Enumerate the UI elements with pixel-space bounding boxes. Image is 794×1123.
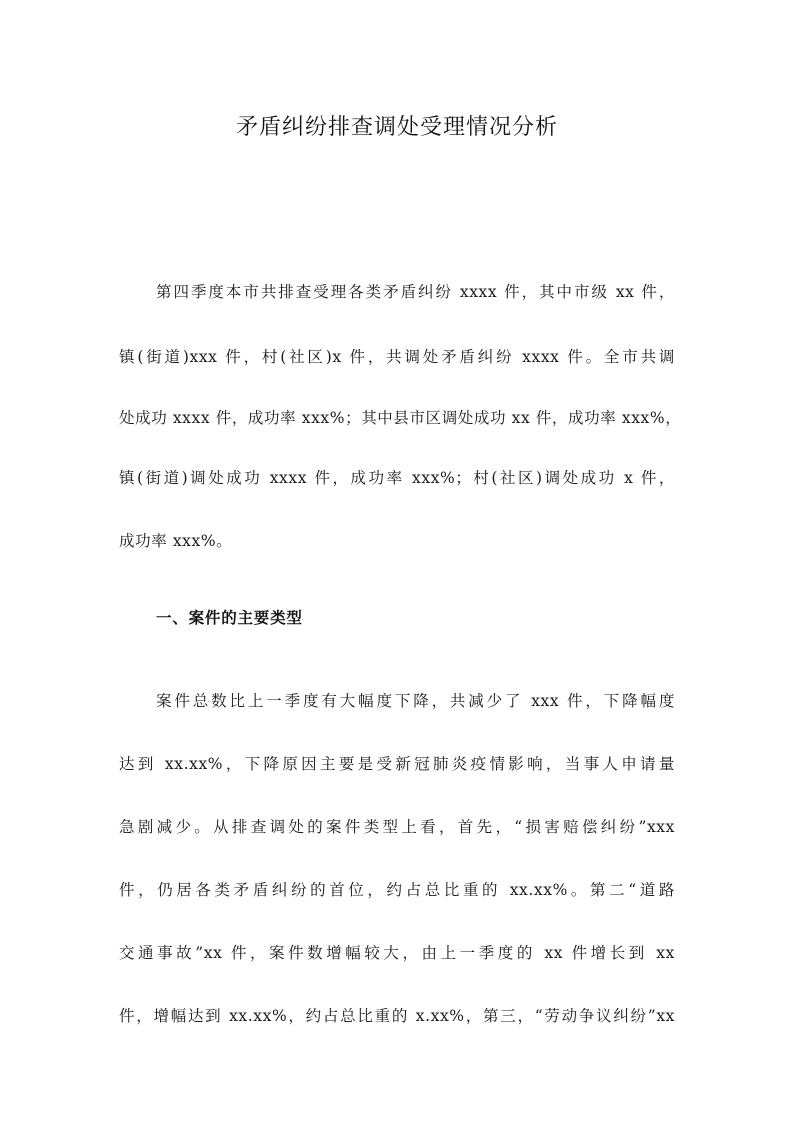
document-title: 矛盾纠纷排查调处受理情况分析 [235, 115, 558, 140]
paragraph1-line-4: 镇(街道)调处成功 xxxx 件，成功率 xxx%；村(社区)调处成功 x 件， [119, 469, 675, 487]
paragraph1-line-3: 处成功 xxxx 件，成功率 xxx%；其中县市区调处成功 xx 件，成功率 xxx%， [119, 409, 682, 427]
paragraph1-line-5: 成功率 xxx%。 [119, 532, 233, 550]
section-heading-main-types: 一、案件的主要类型 [156, 609, 303, 627]
paragraph2-line-3: 急剧减少。从排查调处的案件类型上看，首先，“损害赔偿纠纷”xxx [119, 818, 675, 836]
paragraph2-line-1: 案件总数比上一季度有大幅度下降，共减少了 xxx 件，下降幅度 [156, 692, 675, 710]
paragraph1-line-1: 第四季度本市共排查受理各类矛盾纠纷 xxxx 件，其中市级 xx 件， [156, 283, 675, 301]
paragraph2-line-2: 达到 xx.xx%，下降原因主要是受新冠肺炎疫情影响，当事人申请量 [119, 755, 675, 773]
paragraph2-line-6: 件，增幅达到 xx.xx%，约占总比重的 x.xx%，第三，“劳动争议纠纷”xx [119, 1007, 675, 1025]
paragraph1-line-2: 镇(街道)xxx 件，村(社区)x 件，共调处矛盾纠纷 xxxx 件。全市共调 [119, 348, 675, 366]
paragraph2-line-4: 件，仍居各类矛盾纠纷的首位，约占总比重的 xx.xx%。第二“道路 [119, 881, 675, 899]
paragraph2-line-5: 交通事故”xx 件，案件数增幅较大，由上一季度的 xx 件增长到 xx [119, 944, 675, 962]
